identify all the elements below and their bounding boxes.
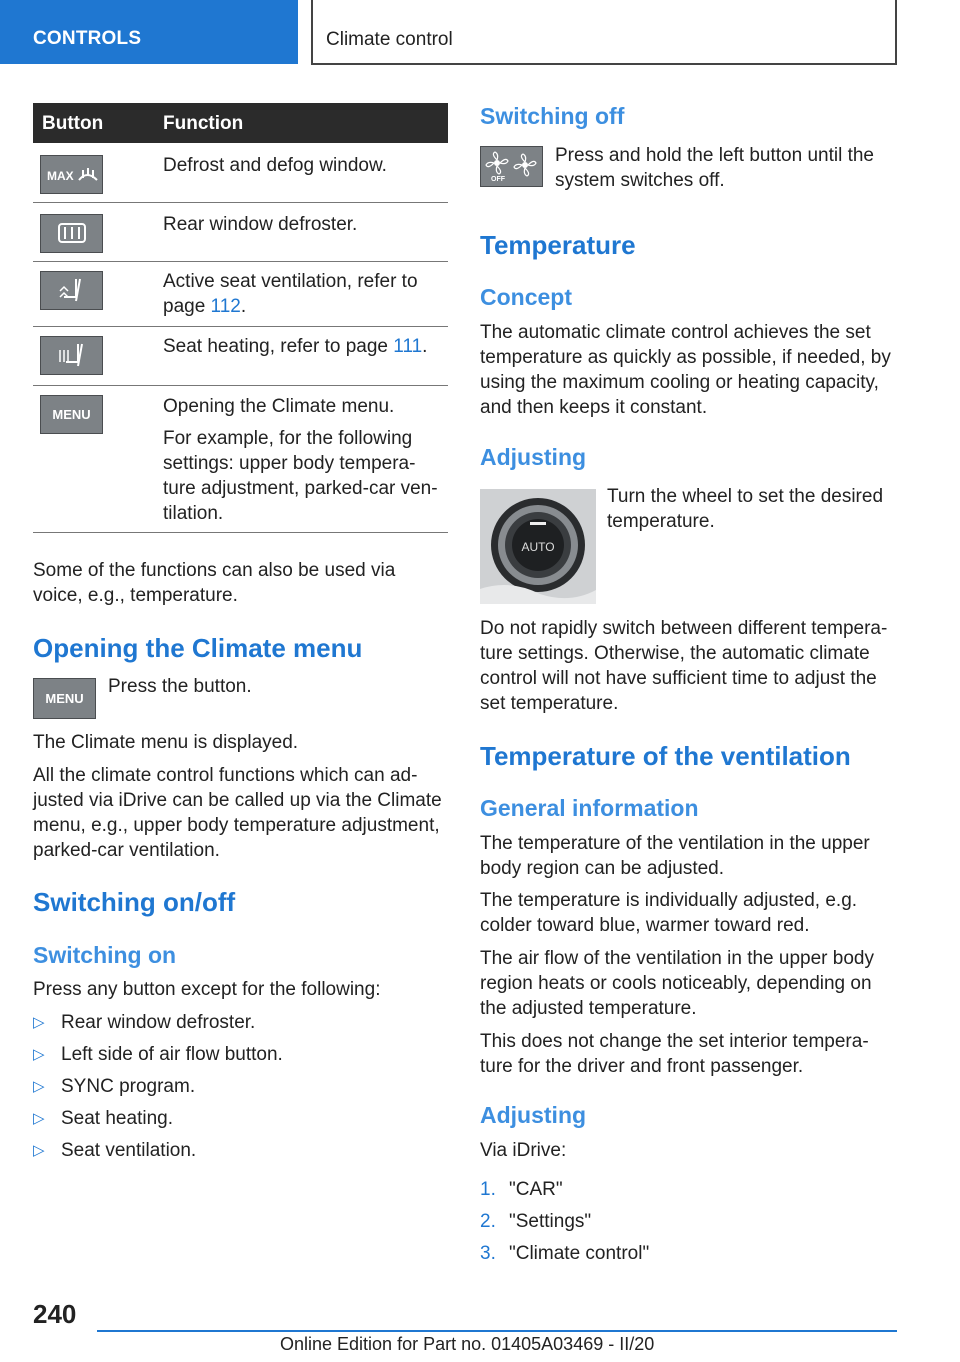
table-header xyxy=(33,103,448,143)
chapter-tab xyxy=(311,0,897,65)
function-text: Defrost and defog window. xyxy=(163,155,387,176)
heading-adjusting-temperature: Adjusting xyxy=(480,444,587,470)
function-text: Opening the Climate menu. For example, for the following settings: upper body tempera- ture adjustment, parked-car ven- tilation. xyxy=(163,396,438,524)
heading-open-climate-menu: Opening the Climate menu xyxy=(33,633,363,663)
table-row xyxy=(33,386,448,533)
function-text: Seat heating, refer to page 111. xyxy=(163,336,428,357)
table-row xyxy=(33,262,448,327)
page-ref-link[interactable]: 111 xyxy=(393,336,423,357)
menu-button-icon: MENU xyxy=(33,678,96,719)
menu-displayed-text: The Climate menu is displayed. xyxy=(33,732,299,753)
heading-concept: Concept xyxy=(480,284,572,310)
section-tab xyxy=(0,0,298,64)
button-function-table xyxy=(33,103,448,533)
concept-paragraph: The automatic climate control achieves the set temperature as quickly as possible, if needed, by using the maximum cooling or heating capacity, and then keeps it constant. xyxy=(480,322,891,418)
table-row xyxy=(33,143,448,203)
ventilation-p2: The temperature is individually adjusted, e.g. colder toward blue, warmer toward red. xyxy=(480,890,858,936)
col-header-button: Button xyxy=(42,113,104,134)
svg-text:AUTO: AUTO xyxy=(521,540,555,554)
heading-adjusting-ventilation: Adjusting xyxy=(480,1102,587,1128)
chapter-label: Climate control xyxy=(326,29,453,50)
heading-switching-off: Switching off xyxy=(480,103,625,129)
switching-off-text: Press and hold the left button until the system switches off. xyxy=(555,145,874,191)
heading-ventilation-temperature: Temperature of the ventilation xyxy=(480,741,851,771)
fan-off-icon xyxy=(480,146,543,187)
climate-menu-paragraph: All the climate control functions which can ad- justed via iDrive can be called up via the Climate menu, e.g., upper body temperature adjustment, parked-car ventilation. xyxy=(33,765,442,861)
heading-switching-on: Switching on xyxy=(33,942,177,968)
page-ref-link[interactable]: 112 xyxy=(210,296,241,317)
temperature-wheel-image xyxy=(480,489,596,604)
rear-defroster-icon xyxy=(40,214,103,253)
voice-note: Some of the functions can also be used via voice, e.g., temperature. xyxy=(33,560,396,606)
function-text: Rear window defroster. xyxy=(163,214,358,235)
page-number: 240 xyxy=(33,1299,77,1329)
footer-edition: Online Edition for Part no. 01405A03469 - II/20 xyxy=(280,1334,655,1354)
ventilation-p4: This does not change the set interior tempera- ture for the driver and front passenger. xyxy=(480,1031,869,1077)
press-button-text: Press the button. xyxy=(108,676,252,697)
ventilation-p1: The temperature of the ventilation in the upper body region can be adjusted. xyxy=(480,833,870,879)
ventilation-p3: The air flow of the ventilation in the upper body region heats or cools noticeably, depending on the adjusted temperature. xyxy=(480,948,874,1019)
heading-temperature: Temperature xyxy=(480,230,636,260)
max-defrost-icon xyxy=(40,155,103,194)
rapid-switch-warning: Do not rapidly switch between different tempera- ture settings. Otherwise, the automatic climate control will not have sufficient time to adjust the set temperature. xyxy=(480,618,888,714)
adjusting-text: Turn the wheel to set the desired temperature. xyxy=(607,486,884,532)
seat-ventilation-icon xyxy=(40,271,103,310)
via-idrive-text: Via iDrive: xyxy=(480,1140,567,1161)
heading-general-information: General information xyxy=(480,795,699,821)
svg-text:OFF: OFF xyxy=(490,175,505,183)
switching-on-intro: Press any button except for the following: xyxy=(33,979,381,1000)
menu-icon: MENU xyxy=(40,395,103,434)
heading-switching-on-off: Switching on/off xyxy=(33,887,236,917)
table-row xyxy=(33,203,448,262)
section-label: CONTROLS xyxy=(33,28,142,49)
col-header-function: Function xyxy=(163,113,244,134)
table-row xyxy=(33,327,448,386)
function-text: Active seat ventilation, refer to page 112. xyxy=(163,271,418,317)
seat-heating-icon xyxy=(40,336,103,375)
footer-rule xyxy=(97,1330,897,1332)
svg-text:MAX: MAX xyxy=(46,168,74,183)
